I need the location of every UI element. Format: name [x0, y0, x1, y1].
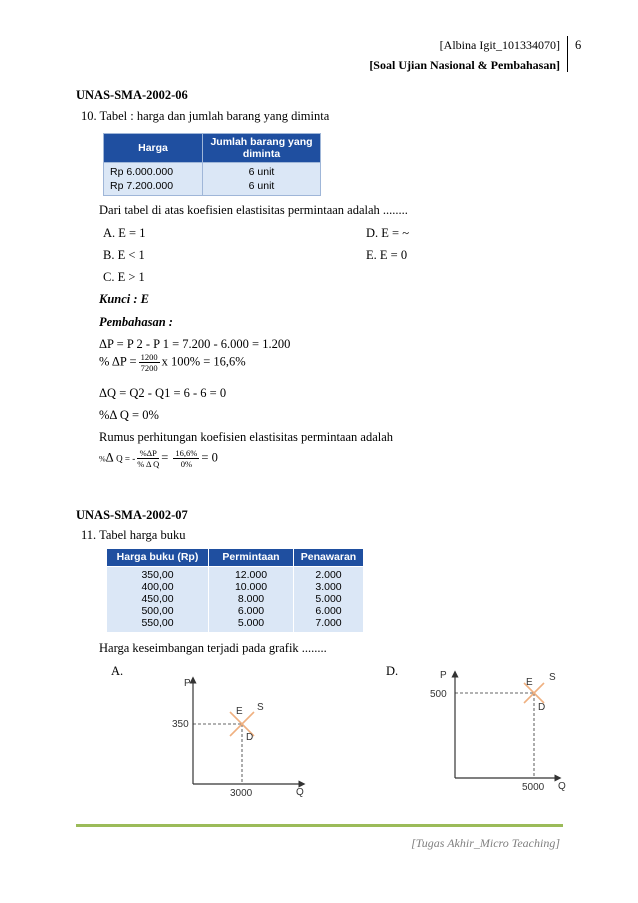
equilibrium-label: E	[526, 677, 533, 688]
formula-text: %	[99, 454, 106, 464]
equilibrium-label: E	[236, 706, 243, 717]
formula-text: Q = -	[116, 453, 136, 464]
table-cell: 350,00	[107, 567, 209, 582]
table-cell: 6 unit	[203, 179, 321, 196]
table-cell: Rp 7.200.000	[104, 179, 203, 196]
fraction	[173, 448, 199, 469]
option-e: E. E = 0	[366, 248, 408, 262]
option-d-label: D.	[386, 664, 399, 678]
step-percent-delta-q: %Δ Q = 0%	[99, 408, 159, 422]
fraction-denominator: % Δ Q	[137, 459, 160, 469]
quantity-tick-label: 3000	[230, 788, 253, 799]
footer-text: [Tugas Akhir_Micro Teaching]	[411, 836, 560, 850]
price-tick-label: 350	[172, 719, 189, 730]
question-text: Tabel harga buku	[99, 528, 186, 542]
x-axis-label: Q	[296, 787, 304, 798]
table-row	[107, 617, 364, 632]
option-b: B. E < 1	[103, 248, 145, 262]
fraction-denominator: 0%	[180, 459, 193, 469]
table-cell: 6.000	[209, 605, 294, 617]
question-10-stem	[81, 109, 329, 124]
section-title-q11: UNAS-SMA-2002-07	[76, 508, 188, 522]
header-author: [Albina Igit_101334070]	[439, 38, 560, 52]
demand-label: D	[538, 702, 546, 713]
table-cell: 10.000	[209, 581, 294, 593]
question-number: 10.	[81, 109, 97, 123]
table-cell: Rp 6.000.000	[104, 163, 203, 180]
table-row	[107, 605, 364, 617]
question-11-prompt: Harga keseimbangan terjadi pada grafik ........	[99, 641, 327, 655]
step-percent-delta-p	[99, 352, 246, 373]
fraction	[137, 448, 159, 469]
question-11-stem	[81, 528, 185, 543]
table-cell: 400,00	[107, 581, 209, 593]
table-row	[107, 581, 364, 593]
section-title-q10: UNAS-SMA-2002-06	[76, 88, 188, 102]
x-axis-label: Q	[558, 781, 566, 792]
header-divider	[567, 36, 568, 72]
supply-label: S	[257, 702, 264, 713]
graph-option-d	[410, 664, 575, 796]
table-cell: 5.000	[294, 593, 364, 605]
formula-text: =	[161, 450, 169, 465]
quantity-tick-label: 5000	[522, 782, 545, 793]
table-header: Permintaan	[209, 549, 294, 567]
option-d: D. E = ~	[366, 226, 409, 240]
option-a-label: A.	[111, 664, 124, 678]
price-tick-label: 500	[430, 689, 447, 700]
fraction-numerator: 16,6%	[175, 448, 198, 458]
y-axis-label: P	[184, 678, 191, 689]
question-number: 11.	[81, 528, 97, 542]
table-cell: 6 unit	[203, 163, 321, 180]
step-delta-q: ΔQ = Q2 - Q1 = 6 - 6 = 0	[99, 386, 227, 400]
table-cell: 500,00	[107, 605, 209, 617]
table-cell: 5.000	[209, 617, 294, 632]
question-text: Tabel : harga dan jumlah barang yang diminta	[99, 109, 330, 123]
step-delta-p: ΔP = P 2 - P 1 = 7.200 - 6.000 = 1.200	[99, 337, 291, 351]
demand-label: D	[246, 732, 254, 743]
option-c: C. E > 1	[103, 270, 145, 284]
step-text: % ΔP =	[99, 354, 137, 369]
table-row	[104, 163, 321, 180]
table-header: Harga	[104, 134, 203, 163]
price-quantity-table	[103, 133, 321, 196]
table-row	[104, 179, 321, 196]
header-title: [Soal Ujian Nasional & Pembahasan]	[369, 58, 560, 72]
footer-divider	[76, 824, 563, 827]
table-cell: 3.000	[294, 581, 364, 593]
question-10-prompt: Dari tabel di atas koefisien elastisitas permintaan adalah ........	[99, 203, 408, 217]
fraction	[139, 352, 160, 373]
elasticity-formula	[99, 448, 218, 469]
table-cell: 12.000	[209, 567, 294, 582]
formula-intro: Rumus perhitungan koefisien elastisitas permintaan adalah	[99, 430, 394, 444]
fraction-denominator: 7200	[140, 363, 158, 373]
fraction-numerator: 1200	[140, 352, 158, 362]
answer-key: Kunci : E	[99, 292, 150, 306]
discussion-label: Pembahasan :	[99, 315, 173, 329]
y-axis-label: P	[440, 670, 447, 681]
formula-text: = 0	[201, 450, 218, 465]
table-cell: 450,00	[107, 593, 209, 605]
formula-text: Δ	[105, 450, 114, 465]
book-price-table	[106, 548, 364, 632]
step-text: x 100% = 16,6%	[161, 354, 246, 369]
graph-option-a	[160, 672, 320, 800]
table-row	[107, 593, 364, 605]
table-header: Jumlah barang yang diminta	[203, 134, 321, 163]
supply-label: S	[549, 672, 556, 683]
table-cell: 7.000	[294, 617, 364, 632]
table-cell: 8.000	[209, 593, 294, 605]
table-header: Penawaran	[294, 549, 364, 567]
page-number: 6	[575, 38, 582, 52]
table-cell: 2.000	[294, 567, 364, 582]
table-header: Harga buku (Rp)	[107, 549, 209, 567]
option-a: A. E = 1	[103, 226, 146, 240]
fraction-numerator: %ΔP	[137, 448, 159, 459]
table-row	[107, 567, 364, 582]
table-cell: 550,00	[107, 617, 209, 632]
table-cell: 6.000	[294, 605, 364, 617]
